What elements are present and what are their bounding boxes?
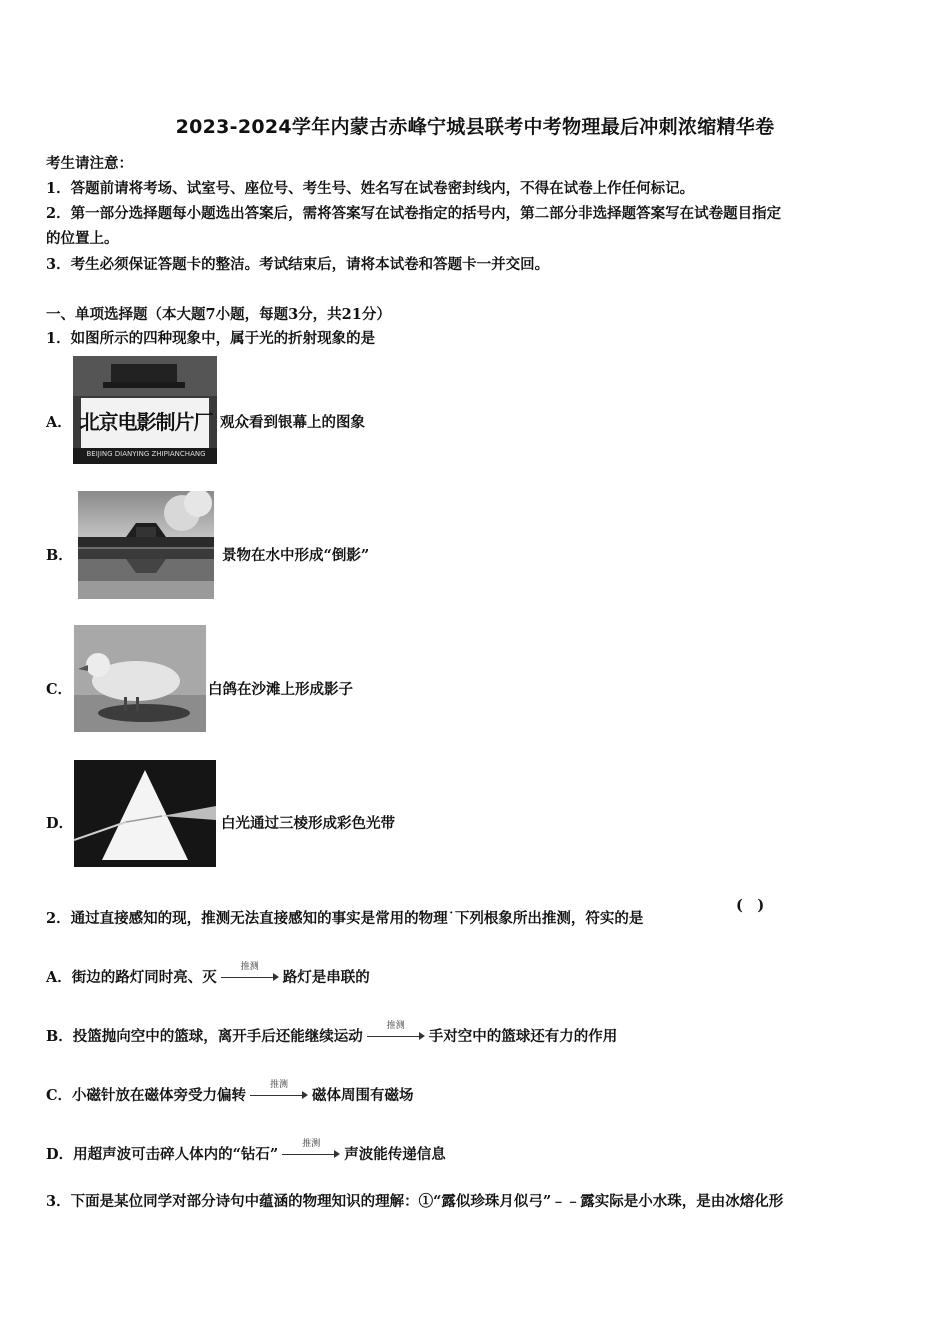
q2-option-a-label: A． [46,969,72,986]
arrow-right-icon [419,1032,425,1040]
q2-option-c-label: C． [46,1087,73,1104]
q1-option-d-text: 白光通过三棱形成彩色光带 [221,815,395,832]
section-heading: 一、单项选择题（本大题7小题，每题3分，共21分） [46,306,391,323]
q2-option-d-label: D． [46,1146,74,1163]
q2-option-b-label: B． [46,1028,73,1045]
q2-option-a-observation: 街边的路灯同时亮、灭 [71,969,217,986]
arrow-right-icon [273,973,279,981]
q2-option-b [46,1021,618,1046]
q1-option-a-label: A． [46,414,72,431]
arrow-right-icon [334,1150,340,1158]
infer-arrow [282,1139,340,1162]
prism-dispersion-image [74,760,216,867]
q1-option-d-image [74,760,216,867]
notice-heading: 考生请注意： [46,155,133,172]
q1-option-d-label: D． [46,815,74,832]
infer-arrow-label: 推测 [302,1139,321,1149]
q2-answer-parens: ( ) [736,897,765,914]
q2-option-c-inference: 磁体周围有磁场 [312,1087,414,1104]
q1-option-a-text: 观众看到银幕上的图象 [220,414,365,431]
q1-option-c-text: 白鸽在沙滩上形成影子 [208,681,353,698]
notice-item-1: 1．答题前请将考场、试室号、座位号、考生号、姓名写在试卷密封线内，不得在试卷上作任何标记。 [46,180,695,197]
notice-item-3: 3．考生必须保证答题卡的整洁。考试结束后，请将本试卷和答题卡一并交回。 [46,256,550,273]
infer-arrow-label: 推测 [240,962,259,972]
q2-option-c-observation: 小磁针放在磁体旁受力偏转 [72,1087,247,1104]
infer-arrow [250,1080,308,1103]
q2-option-b-observation: 投篮抛向空中的篮球，离开手后还能继续运动 [72,1028,363,1045]
q2-option-b-inference: 手对空中的篮球还有力的作用 [428,1028,618,1045]
q2-option-d [46,1139,446,1164]
q1-option-c-label: C． [46,681,73,698]
arrow-right-icon [302,1091,308,1099]
q1-stem: 1．如图所示的四种现象中，属于光的折射现象的是 [46,330,376,347]
notice-item-2: 2．第一部分选择题每小题选出答案后，需将答案写在试卷指定的括号内，第二部分非选择题答案写在试卷题目指定 [46,205,782,222]
q2-stem: 2．通过直接感知的现，推测无法直接感知的事实是常用的物理˙下列根象所出推测，符实的是 [46,910,644,927]
sign-subtext: BEIJING DIANYING ZHIPIANCHANG [86,450,206,458]
q1-option-c-image [74,625,206,732]
exam-title: 2023-2024学年内蒙古赤峰宁城县联考中考物理最后冲刺浓缩精华卷 [175,116,775,138]
infer-arrow-label: 推测 [270,1080,289,1090]
q2-option-a [46,962,370,987]
q1-option-b-label: B． [46,547,73,564]
water-reflection-image [78,491,214,599]
q2-option-d-observation: 用超声波可击碎人体内的“钻石” [73,1146,279,1163]
sign-text: 北京电影制片厂 [79,410,213,434]
q2-option-c [46,1080,414,1105]
q1-option-a-image [73,356,217,464]
q3-stem: 3．下面是某位同学对部分诗句中蕴涵的物理知识的理解：①“露似珍珠月似弓”﹣﹣露实际是小水珠，是由冰熔化形 [46,1193,784,1210]
q1-option-b-image [78,491,214,599]
infer-arrow-label: 推测 [386,1021,405,1031]
infer-arrow [221,962,279,985]
notice-item-2-cont: 的位置上。 [46,230,119,247]
q2-option-d-inference: 声波能传递信息 [344,1146,446,1163]
infer-arrow [367,1021,425,1044]
pigeon-shadow-image [74,625,206,732]
q2-option-a-inference: 路灯是串联的 [282,969,370,986]
q1-option-b-text: 景物在水中形成“倒影” [222,547,370,564]
